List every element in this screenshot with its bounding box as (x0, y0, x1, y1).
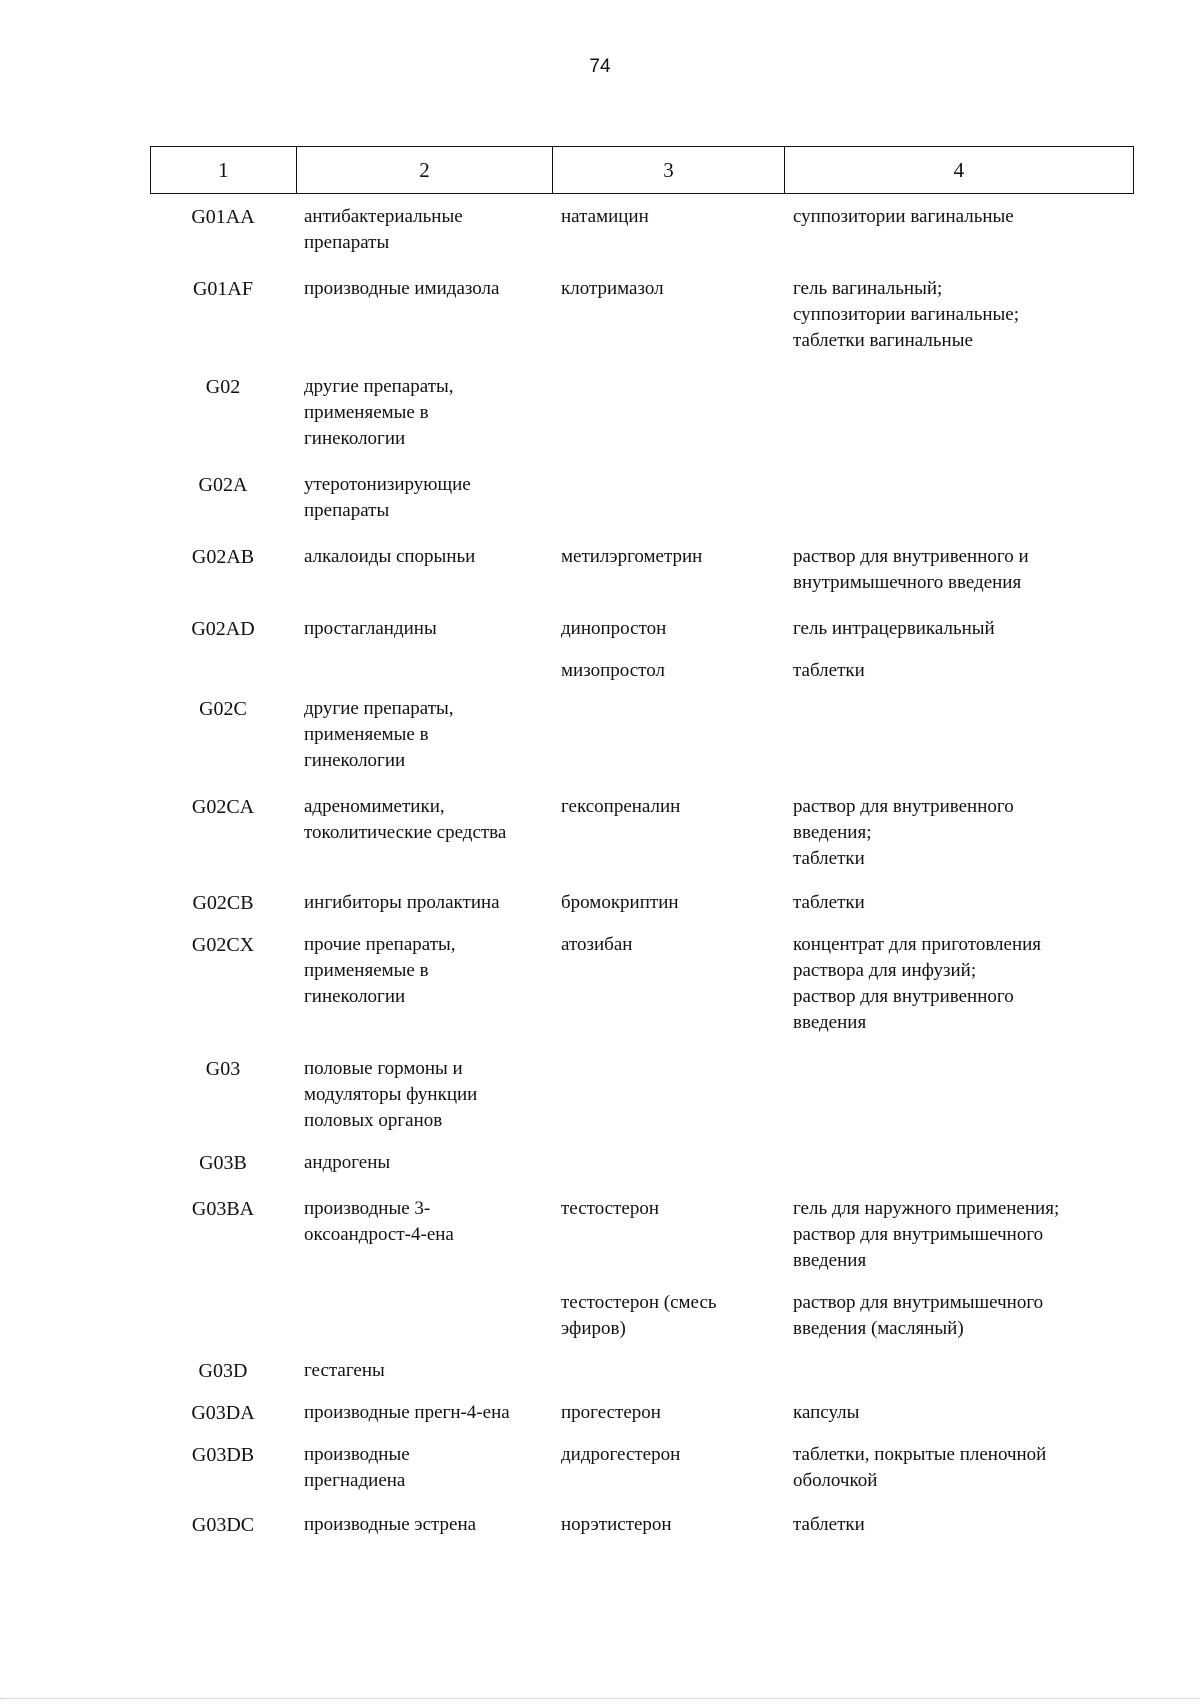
table-row (150, 276, 1134, 354)
drug-name-cell: тестостерон (смесь эфиров) (561, 1292, 717, 1339)
atc-code-cell: G03DA (191, 1402, 255, 1424)
dosage-form-cell: гель для наружного применения; раствор для внутримышечного введения (793, 1198, 1060, 1271)
table-body (150, 204, 1134, 1538)
table-row (150, 544, 1134, 596)
group-name-cell: производные прегн-4-ена (304, 1402, 510, 1423)
group-name-cell: простагландины (304, 618, 437, 639)
drug-name-cell: норэтистерон (561, 1514, 672, 1535)
dosage-form-cell (785, 374, 1134, 452)
group-name-cell: ингибиторы пролактина (304, 892, 500, 913)
group-name-cell: производные 3- оксоандрост-4-ена (304, 1198, 454, 1245)
atc-code-cell: G03DC (191, 1514, 255, 1536)
atc-code-cell: G01AA (191, 206, 255, 228)
dosage-form-cell: раствор для внутривенного и внутримышечного введения (793, 546, 1029, 593)
group-name-cell: антибактериальные препараты (304, 206, 463, 253)
group-name-cell: производные эстрена (304, 1514, 477, 1535)
group-name-cell: андрогены (304, 1152, 391, 1173)
header-col-1: 1 (151, 147, 297, 193)
dosage-form-cell (785, 1150, 1134, 1176)
group-name-cell (296, 1290, 553, 1342)
group-name-cell: производные прегнадиена (304, 1444, 410, 1491)
drug-name-cell: прогестерон (561, 1402, 661, 1423)
atc-code-cell (150, 1290, 296, 1342)
atc-code-cell: G03DB (191, 1444, 255, 1466)
atc-code-cell: G02A (198, 474, 248, 496)
group-name-cell: утеротонизирующие препараты (304, 474, 471, 521)
table-row (150, 374, 1134, 452)
table-row (150, 616, 1134, 642)
atc-code-cell: G03 (205, 1058, 241, 1080)
atc-code-cell: G03B (199, 1152, 247, 1174)
table-row (150, 1290, 1134, 1342)
drug-name-cell: тестостерон (561, 1198, 660, 1219)
drug-name-cell (553, 1358, 785, 1384)
drug-name-cell (553, 1150, 785, 1176)
drug-name-cell: клотримазол (561, 278, 664, 299)
dosage-form-cell (785, 472, 1134, 524)
group-name-cell: гестагены (304, 1360, 385, 1381)
table-row (150, 1358, 1134, 1384)
drug-name-cell: атозибан (561, 934, 633, 955)
dosage-form-cell (785, 696, 1134, 774)
atc-code-cell: G02CX (191, 934, 255, 956)
header-col-2: 2 (297, 147, 553, 193)
dosage-form-cell: гель интрацервикальный (793, 618, 995, 639)
atc-code-cell (150, 658, 296, 684)
dosage-form-cell (785, 1056, 1134, 1134)
drug-name-cell: мизопростол (561, 660, 665, 681)
drug-name-cell: бромокриптин (561, 892, 679, 913)
drug-name-cell: динопростон (561, 618, 667, 639)
drug-name-cell (553, 374, 785, 452)
atc-code-cell: G03D (198, 1360, 248, 1382)
table-header (150, 146, 1134, 194)
dosage-form-cell: капсулы (793, 1402, 860, 1423)
atc-code-cell: G02AB (191, 546, 255, 568)
table-row (150, 932, 1134, 1036)
atc-code-cell: G02 (205, 376, 241, 398)
group-name-cell: другие препараты, применяемые в гинекологии (304, 698, 454, 771)
table-row (150, 794, 1134, 872)
table-row (150, 204, 1134, 256)
table-row (150, 472, 1134, 524)
table-row (150, 1056, 1134, 1134)
dosage-form-cell: раствор для внутривенного введения; таблетки (793, 796, 1014, 869)
atc-code-cell: G02AD (191, 618, 255, 640)
dosage-form-cell: таблетки (793, 1514, 865, 1535)
table-row (150, 1512, 1134, 1538)
dosage-form-cell: гель вагинальный; суппозитории вагинальные; таблетки вагинальные (793, 278, 1020, 351)
scan-edge-divider (0, 1696, 1200, 1699)
page-number: 74 (589, 56, 611, 77)
atc-code-cell: G02CA (191, 796, 255, 818)
table-row (150, 658, 1134, 684)
drug-name-cell: гексопреналин (561, 796, 681, 817)
group-name-cell: производные имидазола (304, 278, 500, 299)
table-row (150, 1400, 1134, 1426)
dosage-form-cell: таблетки (793, 660, 865, 681)
table-row (150, 1442, 1134, 1494)
group-name-cell (296, 658, 553, 684)
group-name-cell: адреномиметики, токолитические средства (304, 796, 507, 843)
header-col-3: 3 (553, 147, 785, 193)
group-name-cell: прочие препараты, применяемые в гинекологии (304, 934, 456, 1007)
drug-name-cell (553, 696, 785, 774)
drug-name-cell: дидрогестерон (561, 1444, 681, 1465)
atc-code-cell: G01AF (192, 278, 253, 300)
drug-name-cell: натамицин (561, 206, 649, 227)
drug-name-cell (553, 472, 785, 524)
group-name-cell: половые гормоны и модуляторы функции половых органов (304, 1058, 478, 1131)
group-name-cell: алкалоиды спорыньи (304, 546, 476, 567)
dosage-form-cell: концентрат для приготовления раствора для инфузий; раствор для внутривенного введения (793, 934, 1042, 1033)
group-name-cell: другие препараты, применяемые в гинекологии (304, 376, 454, 449)
table-row (150, 1196, 1134, 1274)
dosage-form-cell: суппозитории вагинальные (793, 206, 1014, 227)
table-row (150, 696, 1134, 774)
atc-code-cell: G03BA (191, 1198, 255, 1220)
dosage-form-cell: таблетки, покрытые пленочной оболочкой (793, 1444, 1047, 1491)
dosage-form-cell: раствор для внутримышечного введения (масляный) (793, 1292, 1044, 1339)
atc-code-cell: G02CB (192, 892, 254, 914)
header-col-4: 4 (953, 157, 965, 182)
drug-name-cell (553, 1056, 785, 1134)
table-row (150, 890, 1134, 916)
atc-code-cell: G02C (199, 698, 247, 720)
table-row (150, 1150, 1134, 1176)
dosage-form-cell (785, 1358, 1134, 1384)
dosage-form-cell: таблетки (793, 892, 865, 913)
drug-name-cell: метилэргометрин (561, 546, 703, 567)
